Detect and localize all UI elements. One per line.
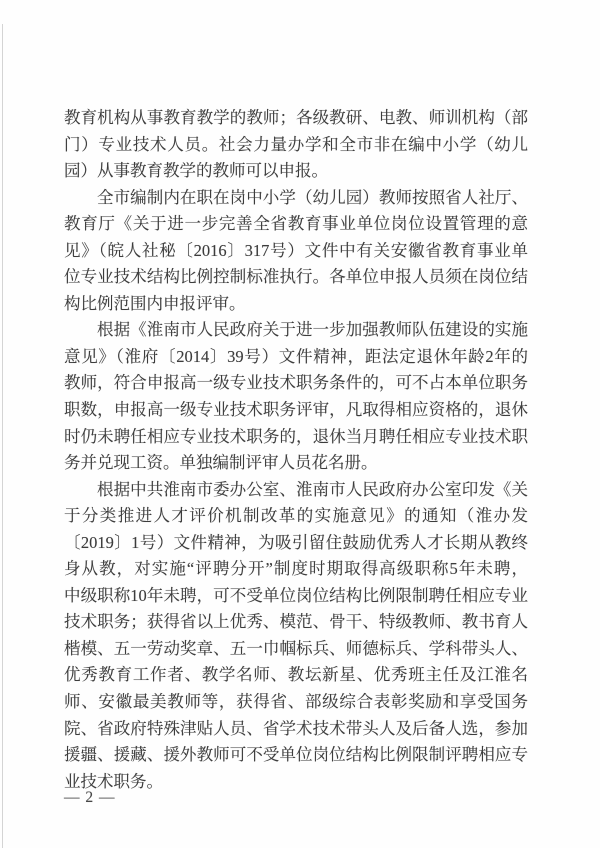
document-line: 根据《淮南市人民政府关于进一步加强教师队伍建设的实施 bbox=[97, 320, 528, 340]
paragraph-continued bbox=[64, 105, 528, 185]
document-line: 教育机构从事教育教学的教师；各级教研、电教、师训机构（部 bbox=[64, 108, 528, 127]
document-line: 门）专业技术人员。社会力量办学和全市非在编中小学（幼儿 bbox=[64, 134, 528, 154]
document-line: 于分类推进人才评价机制改革的实施意见》的通知（淮办发 bbox=[64, 506, 528, 526]
page-number: — 2 — bbox=[64, 789, 116, 806]
paragraph-retirement-policy bbox=[64, 317, 528, 476]
document-body bbox=[64, 105, 528, 795]
document-line: 园）从事教育教学的教师可以申报。 bbox=[64, 161, 328, 181]
document-line: 构比例范围内申报评审。 bbox=[64, 293, 246, 313]
document-line: 教师，符合申报高一级专业技术职务条件的，可不占本单位职务 bbox=[64, 373, 528, 393]
document-line: 师、安徽最美教师等，获得省、部级综合表彰奖励和享受国务 bbox=[64, 692, 528, 712]
document-line: 〔2019〕1号）文件精神，为吸引留住鼓励优秀人才长期从教终 bbox=[64, 532, 528, 552]
document-line: 时仍未聘任相应专业技术职务的，退休当月聘任相应专业技术职 bbox=[64, 426, 528, 446]
document-line: 优秀教育工作者、教学名师、教坛新星、优秀班主任及江淮名 bbox=[64, 665, 528, 685]
paragraph-talent-evaluation bbox=[64, 477, 528, 796]
document-line: 全市编制内在职在岗中小学（幼儿园）教师按照省人社厅、 bbox=[97, 187, 528, 207]
document-line: 身从教，对实施“评聘分开”制度时期取得高级职称5年未聘， bbox=[64, 559, 528, 579]
document-line: 务并兑现工资。单独编制评审人员花名册。 bbox=[64, 453, 378, 473]
document-line: 楷模、五一劳动奖章、五一巾帼标兵、师德标兵、学科带头人、 bbox=[64, 638, 528, 658]
document-line: 位专业技术结构比例控制标准执行。各单位申报人员须在岗位结 bbox=[64, 267, 528, 287]
document-line: 技术职务；获得省以上优秀、模范、骨干、特级教师、教书育人 bbox=[64, 612, 528, 632]
document-line: 职数，申报高一级专业技术职务评审，凡取得相应资格的，退休 bbox=[64, 400, 528, 420]
document-line: 院、省政府特殊津贴人员、省学术技术带头人及后备人选，参加 bbox=[64, 718, 528, 738]
document-line: 援疆、援藏、援外教师可不受单位岗位结构比例限制评聘相应专 bbox=[64, 745, 528, 765]
document-line: 业技术职务。 bbox=[64, 771, 163, 791]
document-line: 中级职称10年未聘，可不受单位岗位结构比例限制聘任相应专业 bbox=[64, 585, 528, 605]
document-line: 根据中共淮南市委办公室、淮南市人民政府办公室印发《关 bbox=[97, 479, 528, 499]
document-line: 见》（皖人社秘〔2016〕317号）文件中有关安徽省教育事业单 bbox=[64, 240, 528, 260]
paragraph-position-structure bbox=[64, 185, 528, 318]
document-line: 教育厅《关于进一步完善全省教育事业单位岗位设置管理的意 bbox=[64, 214, 528, 234]
document-line: 意见》（淮府〔2014〕39号）文件精神，距法定退休年龄2年的 bbox=[64, 346, 528, 366]
scan-edge-artifact bbox=[2, 24, 3, 848]
